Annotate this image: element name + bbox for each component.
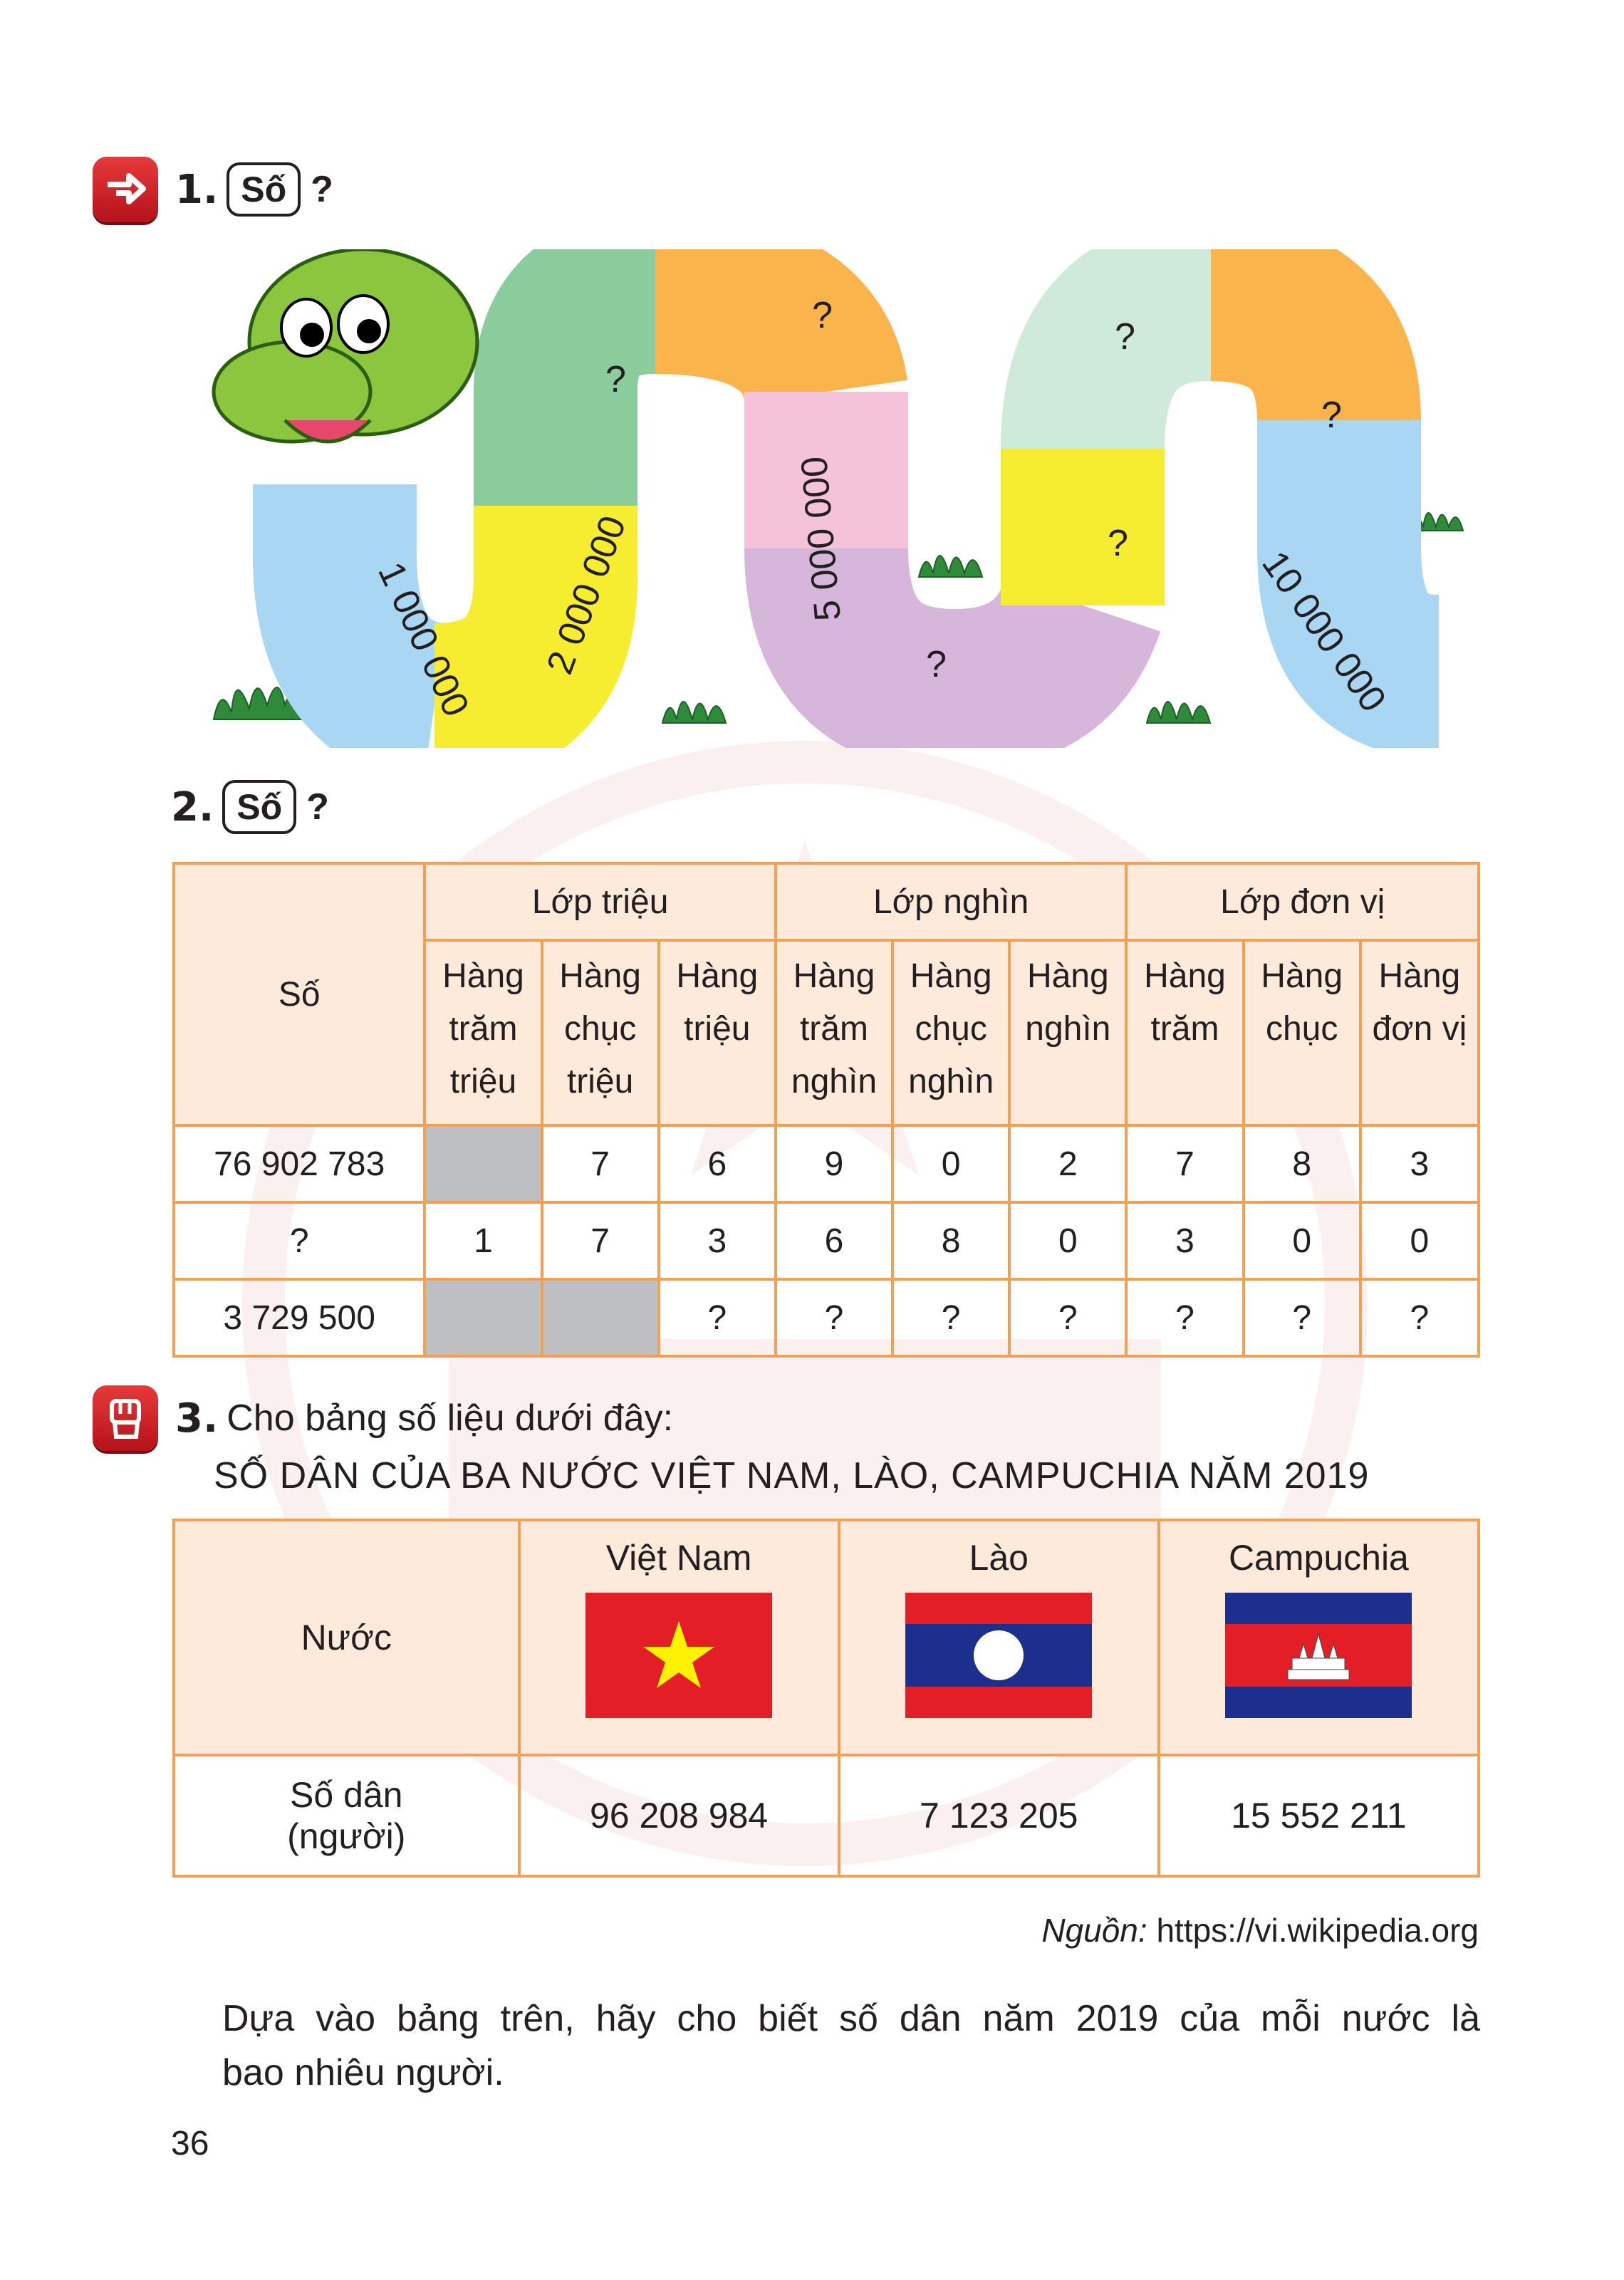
column-header [542, 940, 659, 1125]
column-header-line: chục [563, 1010, 637, 1048]
header-nuoc: Nước [174, 1520, 519, 1755]
number-snake-illustration [199, 249, 1482, 748]
snake-head [214, 249, 477, 442]
column-header [776, 940, 892, 1125]
column-header-line: triệu [449, 1063, 517, 1100]
digit-cell: ? [1244, 1279, 1360, 1356]
column-header-line: trăm [449, 1010, 518, 1048]
column-header-line: nghìn [1025, 1010, 1111, 1048]
column-header [1009, 940, 1126, 1125]
so-label-box: Số [227, 162, 301, 217]
exercise-2-number: 2. [171, 784, 214, 831]
digit-cell: 1 [425, 1202, 541, 1279]
exercise-3-number: 3. [175, 1395, 219, 1442]
column-header-line: Hàng [1378, 957, 1461, 995]
digit-cell: 2 [1009, 1125, 1126, 1202]
group-header: Lớp triệu [425, 863, 776, 940]
header-so: Số [174, 863, 425, 1125]
column-header-line: nghìn [791, 1063, 878, 1100]
snake-segment-label: 10 000 000 [1254, 543, 1394, 720]
snake-segment-label: ? [812, 295, 833, 336]
column-header [1126, 940, 1243, 1125]
digit-cell: ? [1009, 1279, 1126, 1356]
source-label: Nguồn: [1041, 1912, 1147, 1949]
snake-segment-label: ? [926, 644, 947, 685]
snake-segment-label: 1 000 000 [370, 556, 477, 723]
column-header-line: trăm [1150, 1010, 1219, 1048]
exercise-1-number: 1. [175, 166, 219, 213]
digit-cell: 7 [1126, 1125, 1243, 1202]
question-line-2: bao nhiêu người. [222, 2052, 504, 2093]
number-cell: ? [174, 1202, 425, 1279]
population-cell: 96 208 984 [519, 1755, 839, 1876]
exercise-3-heading [93, 1385, 673, 1451]
snake-segment-label: ? [1321, 395, 1342, 436]
population-cell: 15 552 211 [1159, 1755, 1479, 1876]
population-table [172, 1519, 1480, 1878]
snake-segment-label: ? [605, 359, 626, 400]
column-header-line: nghìn [908, 1063, 994, 1100]
column-header-line: đơn vị [1372, 1010, 1467, 1048]
digit-cell: ? [776, 1279, 892, 1356]
column-header-line: Hàng [559, 957, 641, 995]
question-line-1: Dựa vào bảng trên, hãy cho biết số dân năm 2019 của mỗi nước là [222, 1998, 1480, 2039]
connect-arrows-icon [93, 157, 158, 222]
laos-flag-icon [905, 1593, 1092, 1718]
exercise-1-heading [93, 157, 333, 222]
country-name: Campuchia [1228, 1538, 1409, 1578]
digit-cell [425, 1279, 541, 1356]
country-name: Lào [969, 1538, 1029, 1578]
digit-cell: 7 [542, 1202, 659, 1279]
digit-cell: 0 [1009, 1202, 1126, 1279]
table-title: SỐ DÂN CỦA BA NƯỚC VIỆT NAM, LÀO, CAMPUCHIA NĂM 2019 [214, 1455, 1370, 1496]
digit-cell: ? [1360, 1279, 1479, 1356]
table-row [174, 1125, 1479, 1202]
exercise-2-heading [171, 780, 329, 834]
number-cell: 3 729 500 [174, 1279, 425, 1356]
digit-cell: 3 [659, 1202, 776, 1279]
digit-cell: ? [659, 1279, 776, 1356]
column-header-line: Hàng [676, 957, 759, 995]
so-label-box: Số [222, 780, 296, 834]
column-header [659, 940, 776, 1125]
column-header [425, 940, 541, 1125]
source-line [1041, 1911, 1479, 1950]
column-header-line: Hàng [1261, 957, 1343, 995]
column-header-line: triệu [684, 1010, 751, 1048]
nguoi-label: (người) [287, 1816, 406, 1856]
column-header-line: Hàng [793, 957, 875, 995]
place-value-table [172, 862, 1480, 1358]
column-header-line: trăm [799, 1010, 868, 1048]
digit-cell: 8 [1244, 1125, 1360, 1202]
column-header-line: Hàng [910, 957, 992, 995]
digit-cell: 0 [892, 1125, 1009, 1202]
question-mark: ? [311, 169, 333, 210]
country-name: Việt Nam [605, 1538, 752, 1578]
source-url: https://vi.wikipedia.org [1156, 1912, 1479, 1949]
page-number: 36 [171, 2125, 209, 2162]
column-header-line: Hàng [442, 957, 524, 995]
population-cell: 7 123 205 [839, 1755, 1159, 1876]
country-cell-cambodia [1159, 1520, 1479, 1755]
exercise-3-intro: Cho bảng số liệu dưới đây: [227, 1397, 674, 1439]
column-header-line: triệu [566, 1063, 634, 1100]
column-header-line: Hàng [1144, 957, 1226, 995]
snake-segment-label: ? [1108, 523, 1128, 564]
group-header: Lớp nghìn [776, 863, 1127, 940]
country-cell-vietnam [519, 1520, 839, 1755]
column-header-line: Hàng [1026, 957, 1109, 995]
number-cell: 76 902 783 [174, 1125, 425, 1202]
column-header-line: chục [915, 1010, 987, 1048]
digit-cell: ? [1126, 1279, 1243, 1356]
table-row [174, 1202, 1479, 1279]
digit-cell: 9 [776, 1125, 892, 1202]
snake-segment-label: ? [1115, 316, 1135, 358]
cambodia-flag-icon [1225, 1593, 1412, 1718]
table-row [174, 1279, 1479, 1356]
digit-cell: 6 [659, 1125, 776, 1202]
digit-cell [425, 1125, 541, 1202]
digit-cell: 0 [1244, 1202, 1360, 1279]
digit-cell: 8 [892, 1202, 1009, 1279]
snake-segment-label: 2 000 000 [538, 510, 635, 680]
fist-icon [93, 1385, 158, 1451]
column-header [1244, 940, 1360, 1125]
header-so-dan [174, 1755, 519, 1876]
column-header-line: chục [1265, 1010, 1338, 1048]
group-header: Lớp đơn vị [1126, 863, 1479, 940]
question-mark: ? [306, 786, 329, 828]
column-header [1360, 940, 1479, 1125]
snake-segment-label: 5 000 000 [793, 454, 849, 623]
digit-cell: 3 [1360, 1125, 1479, 1202]
digit-cell: 6 [776, 1202, 892, 1279]
vietnam-flag-icon [585, 1593, 772, 1718]
digit-cell: 7 [542, 1125, 659, 1202]
so-dan-label: Số dân [290, 1775, 403, 1815]
digit-cell: 3 [1126, 1202, 1243, 1279]
country-cell-laos [839, 1520, 1159, 1755]
column-header [892, 940, 1009, 1125]
digit-cell [542, 1279, 659, 1356]
digit-cell: 0 [1360, 1202, 1479, 1279]
digit-cell: ? [892, 1279, 1009, 1356]
